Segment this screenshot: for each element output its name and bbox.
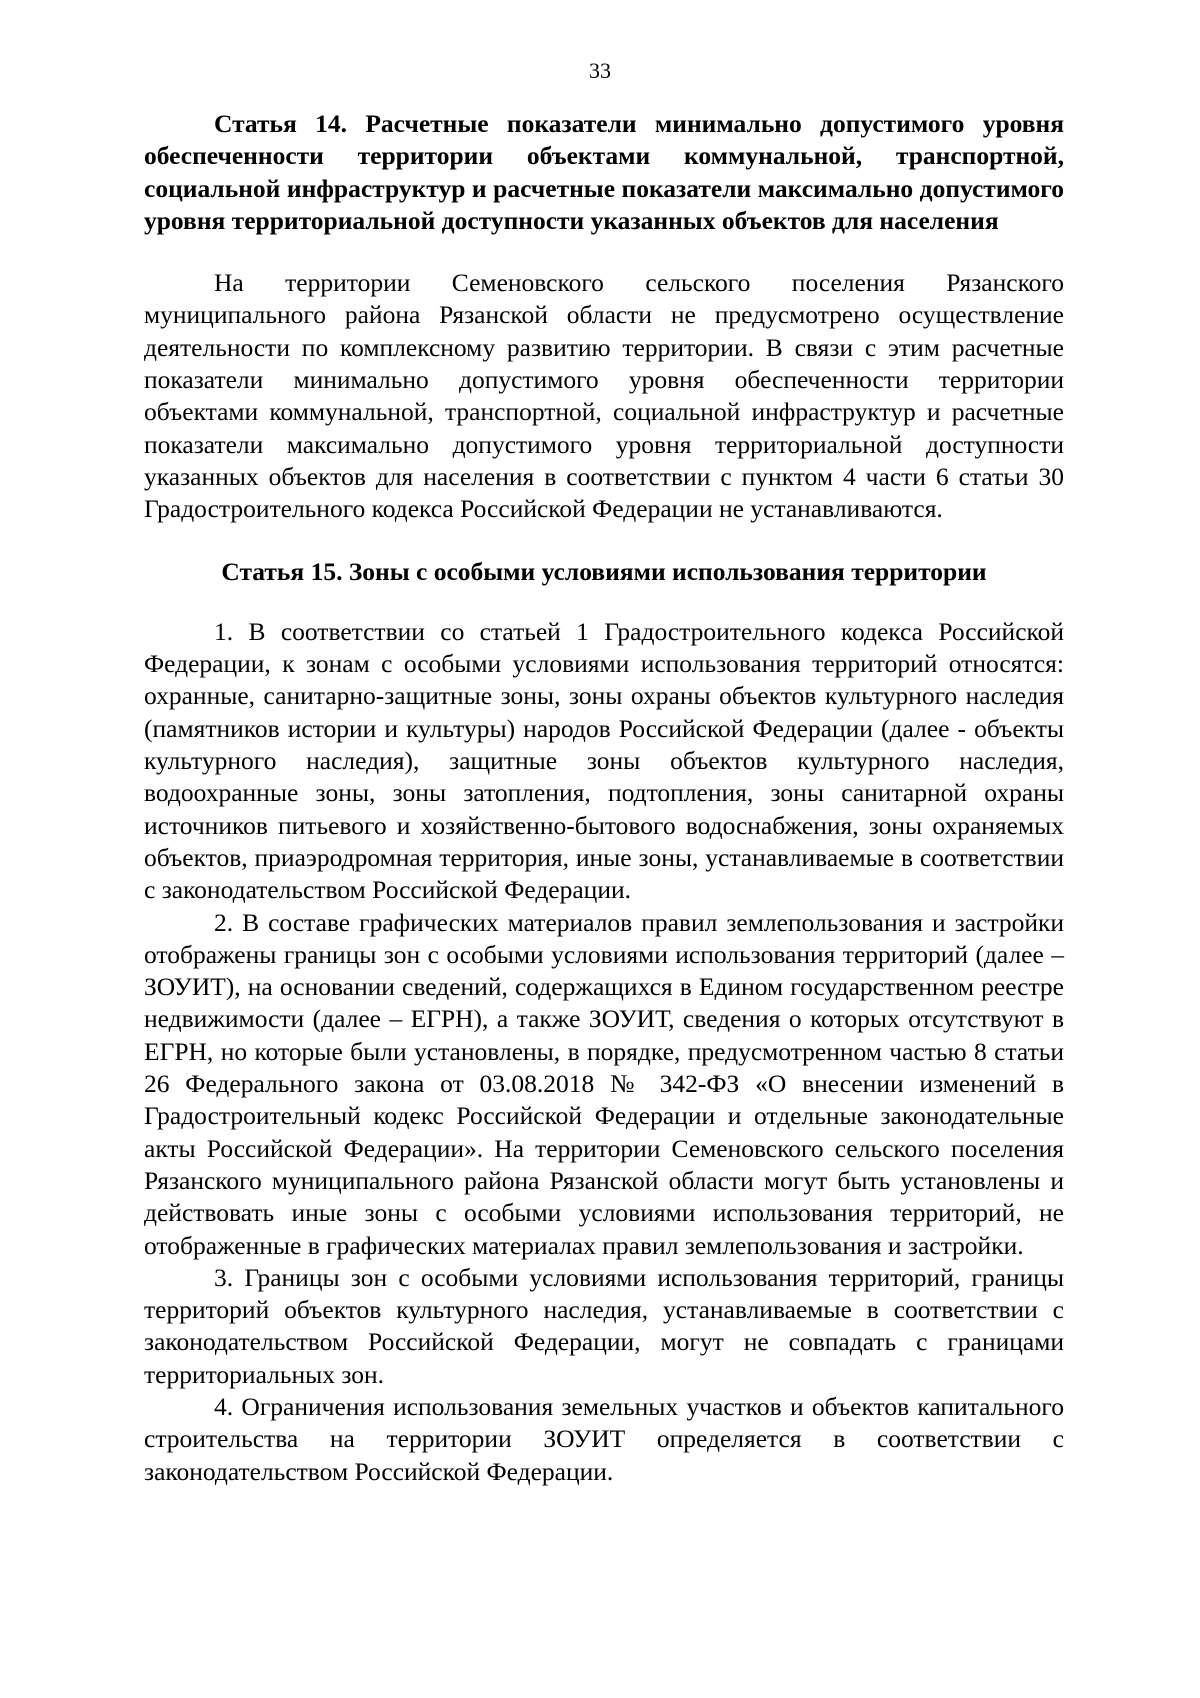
spacer xyxy=(144,237,1064,267)
article-15-item-4: 4. Ограничения использования земельных участков и объектов капитального строительства на территории ЗОУИТ определяется в соответствии с законодательством Российской Федерации. xyxy=(144,1391,1064,1486)
spacer xyxy=(144,588,1064,616)
article-15-title: Статья 15. Зоны с особыми условиями использования территории xyxy=(221,556,987,586)
article-14-title: Статья 14. Расчетные показатели минимально допустимого уровня обеспеченности территории объектами коммунальной, транспортной, социальной инфраструктур и расчетные показатели максимально допустимого уровня территориальной доступности указанных объектов для населения xyxy=(144,109,1064,235)
spacer xyxy=(144,526,1064,556)
page-number: 33 xyxy=(589,58,611,83)
article-15-item-2: 2. В составе графических материалов правил землепользования и застройки отображены границы зон с особыми условиями использования территорий (далее – ЗОУИТ), на основании сведений, содержащихся в Едином государственном реестре недвижимости (далее – ЕГРН), а также ЗОУИТ, сведения о которых отсутствуют в ЕГРН, но которые были установлены, в порядке, предусмотренном частью 8 статьи 26 Федерального закона от 03.08.2018 № 342-ФЗ «О внесении изменений в Градостроительный кодекс Российской Федерации и отдельные законодательные акты Российской Федерации». На территории Семеновского сельского поселения Рязанского муниципального района Рязанской области могут быть установлены и действовать иные зоны с особыми условиями использования территорий, не отображенные в графических материалах правил землепользования и застройки. xyxy=(144,907,1064,1260)
article-15-item-1: 1. В соответствии со статьей 1 Градостроительного кодекса Российской Федерации, к зонам с особыми условиями использования территорий относятся: охранные, санитарно-защитные зоны, зоны охраны объектов культурного наследия (памятников истории и культуры) народов Российской Федерации (далее - объекты культурного наследия), защитные зоны объектов культурного наследия, водоохранные зоны, зоны затопления, подтопления, зоны санитарной охраны источников питьевого и хозяйственно-бытового водоснабжения, зоны охраняемых объектов, приаэродромная территория, иные зоны, устанавливаемые в соответствии с законодательством Российской Федерации. xyxy=(144,616,1064,905)
article-14-text: На территории Семеновского сельского поселения Рязанского муниципального района Рязанской области не предусмотрено осуществление деятельности по комплексному развитию территории. В связи с этим расчетные показатели минимально допустимого уровня обеспеченности территории объектами коммунальной, транспортной, социальной инфраструктур и расчетные показатели максимально допустимого уровня территориальной доступности указанных объектов для населения в соответствии с пунктом 4 части 6 статьи 30 Градостроительного кодекса Российской Федерации не устанавливаются. xyxy=(144,268,1064,524)
article-15-item-3: 3. Границы зон с особыми условиями использования территорий, границы территорий объектов культурного наследия, устанавливаемые в соответствии с законодательством Российской Федерации, могут не совпадать с границами территориальных зон. xyxy=(144,1262,1064,1389)
page-content xyxy=(144,108,1064,1488)
